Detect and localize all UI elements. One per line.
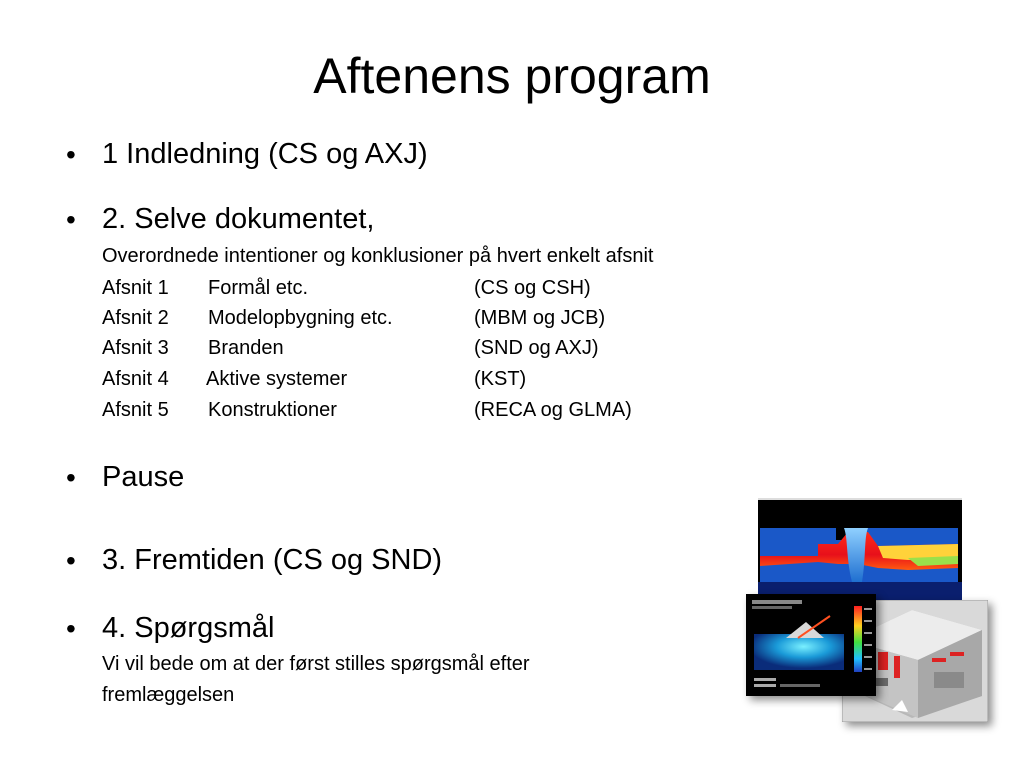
temperature-contour-image [746,594,876,696]
temperature-contour-graphic [746,594,876,696]
section-owners: (SND og AXJ) [474,337,599,359]
section-owners: (RECA og GLMA) [474,399,632,421]
bullet-marker: • [66,545,76,576]
section-owners: (CS og CSH) [474,277,591,299]
section-owners: (KST) [474,368,527,390]
item-pause: Pause [102,461,185,493]
item-spoergsmaal: 4. Spørgsmål [102,612,275,644]
section-number: Afsnit 2 [102,307,169,329]
item-dokumentet: 2. Selve dokumentet, [102,203,375,235]
bullet-marker: • [66,204,76,235]
section-name: Aktive systemer [206,368,348,390]
item-spoergsmaal-note: fremlæggelsen [102,684,235,706]
section-name: Branden [208,337,284,359]
slide-title: Aftenens program [313,48,711,104]
section-number: Afsnit 1 [102,277,169,299]
section-number: Afsnit 4 [102,368,169,390]
section-name: Modelopbygning etc. [208,307,393,329]
item-indledning: 1 Indledning (CS og AXJ) [102,138,428,170]
item-fremtiden: 3. Fremtiden (CS og SND) [102,544,443,576]
section-name: Formål etc. [208,277,309,299]
bullet-marker: • [66,613,76,644]
bullet-marker: • [66,139,76,170]
item-spoergsmaal-note: Vi vil bede om at der først stilles spørgsmål efter [102,653,530,675]
section-number: Afsnit 5 [102,399,169,421]
bullet-marker: • [66,462,76,493]
section-number: Afsnit 3 [102,337,169,359]
section-owners: (MBM og JCB) [474,307,606,329]
section-name: Konstruktioner [208,399,337,421]
item-dokumentet-subtitle: Overordnede intentioner og konklusioner på hvert enkelt afsnit [102,245,654,267]
